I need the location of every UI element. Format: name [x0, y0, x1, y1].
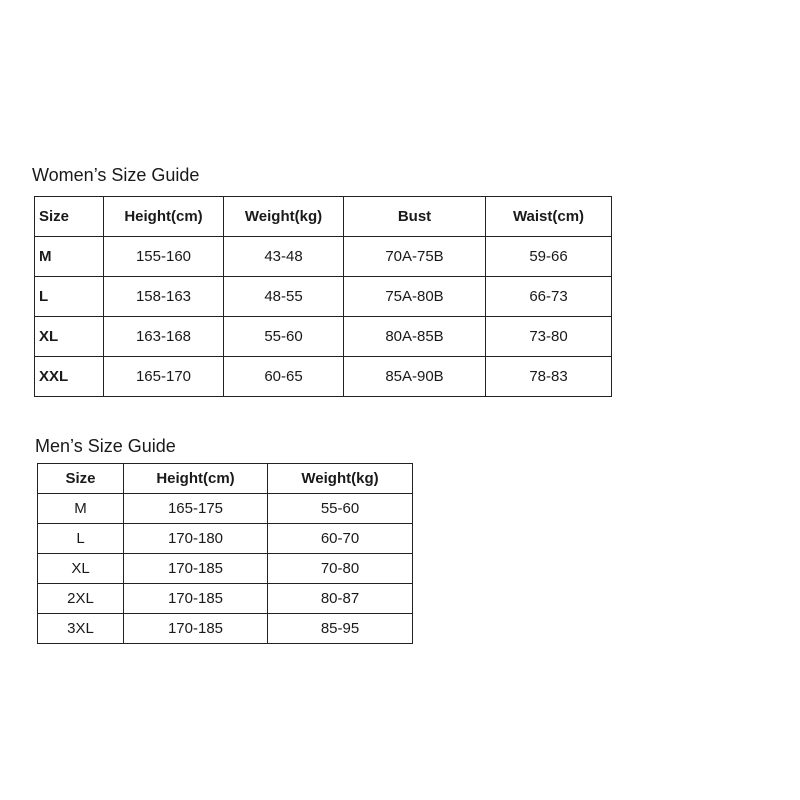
- header-height: Height(cm): [104, 197, 224, 237]
- cell-size: M: [38, 494, 124, 524]
- table-row: [35, 317, 612, 357]
- table-row: [38, 494, 413, 524]
- cell-height: 170-185: [124, 614, 268, 644]
- cell-weight: 48-55: [224, 277, 344, 317]
- table-row: [38, 554, 413, 584]
- cell-bust: 85A-90B: [344, 357, 486, 397]
- cell-weight: 60-70: [268, 524, 413, 554]
- cell-size: XL: [35, 317, 104, 357]
- table-header-row: [35, 197, 612, 237]
- header-height: Height(cm): [124, 464, 268, 494]
- cell-size: L: [35, 277, 104, 317]
- mens-size-table: [37, 463, 413, 644]
- cell-weight: 55-60: [268, 494, 413, 524]
- table-row: [38, 524, 413, 554]
- cell-size: 2XL: [38, 584, 124, 614]
- mens-size-guide-title: Men’s Size Guide: [35, 436, 176, 456]
- cell-height: 158-163: [104, 277, 224, 317]
- header-size: Size: [35, 197, 104, 237]
- table-row: [35, 237, 612, 277]
- womens-size-table: [34, 196, 612, 397]
- cell-waist: 78-83: [486, 357, 612, 397]
- header-weight: Weight(kg): [224, 197, 344, 237]
- cell-height: 170-180: [124, 524, 268, 554]
- table-row: [35, 357, 612, 397]
- cell-height: 155-160: [104, 237, 224, 277]
- table-row: [35, 277, 612, 317]
- cell-size: 3XL: [38, 614, 124, 644]
- cell-size: M: [35, 237, 104, 277]
- cell-waist: 59-66: [486, 237, 612, 277]
- cell-height: 170-185: [124, 554, 268, 584]
- cell-size: XL: [38, 554, 124, 584]
- cell-height: 163-168: [104, 317, 224, 357]
- cell-height: 165-175: [124, 494, 268, 524]
- table-header-row: [38, 464, 413, 494]
- cell-weight: 55-60: [224, 317, 344, 357]
- cell-waist: 73-80: [486, 317, 612, 357]
- header-bust: Bust: [344, 197, 486, 237]
- cell-weight: 60-65: [224, 357, 344, 397]
- header-size: Size: [38, 464, 124, 494]
- cell-weight: 43-48: [224, 237, 344, 277]
- cell-bust: 80A-85B: [344, 317, 486, 357]
- table-row: [38, 584, 413, 614]
- cell-height: 170-185: [124, 584, 268, 614]
- cell-size: L: [38, 524, 124, 554]
- cell-waist: 66-73: [486, 277, 612, 317]
- cell-bust: 70A-75B: [344, 237, 486, 277]
- cell-size: XXL: [35, 357, 104, 397]
- cell-height: 165-170: [104, 357, 224, 397]
- womens-size-guide-title: Women’s Size Guide: [32, 165, 200, 185]
- cell-weight: 85-95: [268, 614, 413, 644]
- table-row: [38, 614, 413, 644]
- header-weight: Weight(kg): [268, 464, 413, 494]
- cell-weight: 70-80: [268, 554, 413, 584]
- cell-bust: 75A-80B: [344, 277, 486, 317]
- cell-weight: 80-87: [268, 584, 413, 614]
- header-waist: Waist(cm): [486, 197, 612, 237]
